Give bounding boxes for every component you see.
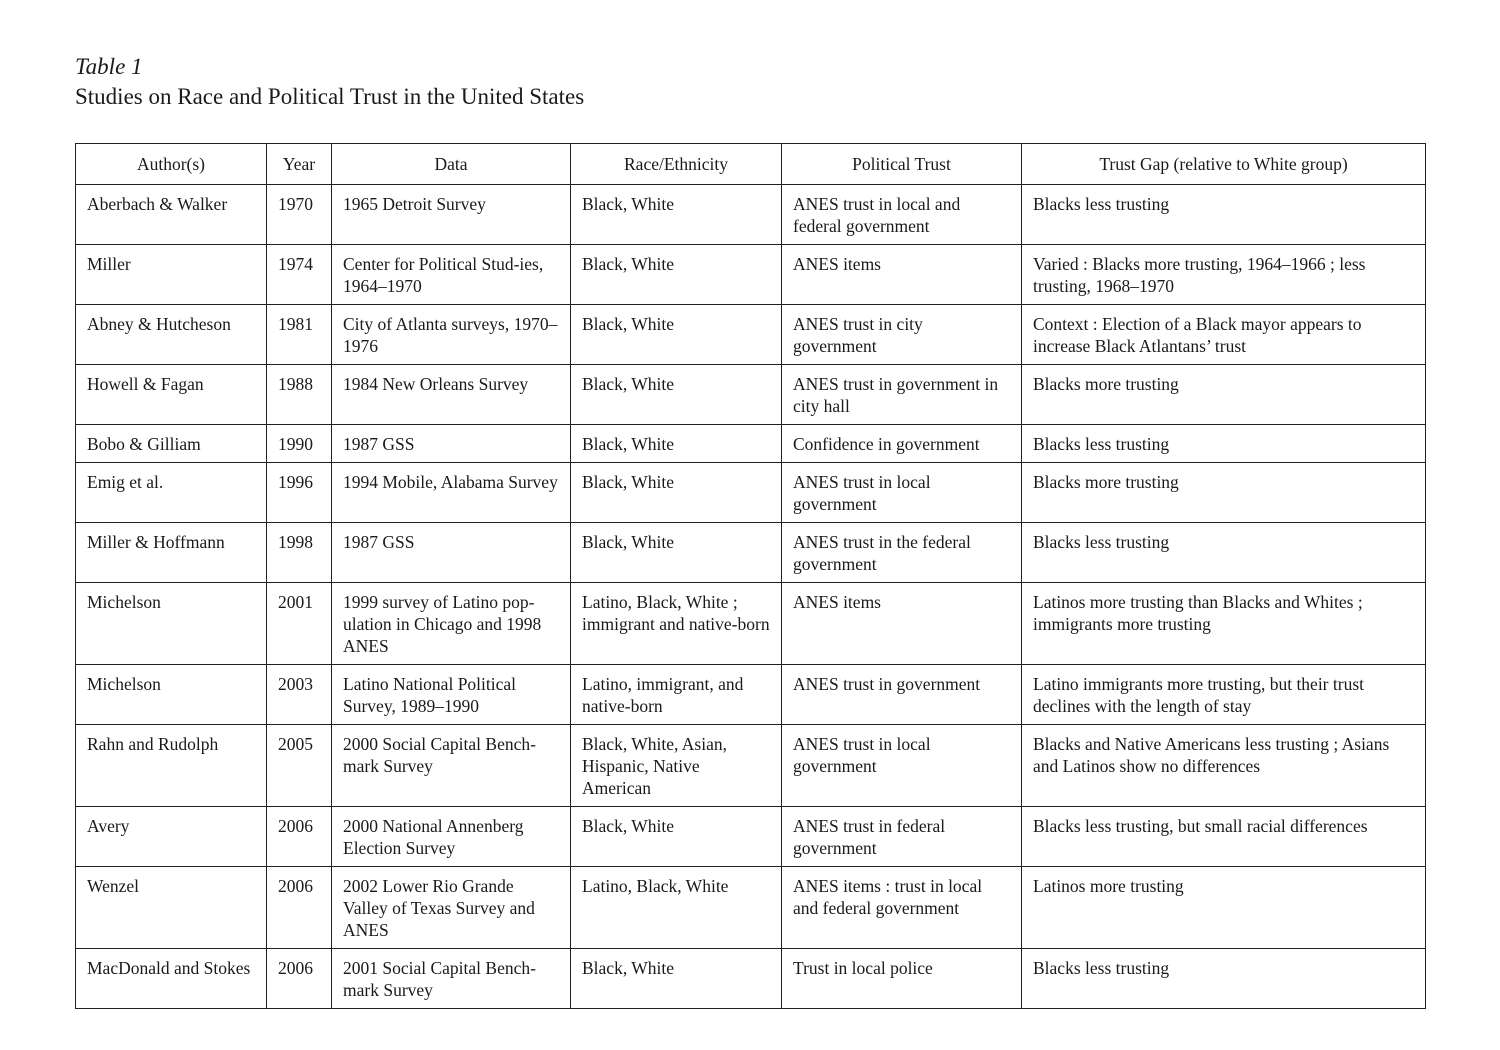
year-cell: 1988: [267, 365, 332, 425]
race-cell: Latino, Black, White ; immigrant and native-born: [571, 583, 782, 665]
table-row: [76, 245, 1426, 305]
trust-gap-cell: Varied : Blacks more trusting, 1964–1966 ; less trusting, 1968–1970: [1022, 245, 1426, 305]
trust-gap-cell: Blacks less trusting: [1022, 425, 1426, 463]
race-cell: Black, White: [571, 523, 782, 583]
race-cell: Black, White: [571, 807, 782, 867]
trust-cell: ANES trust in government in city hall: [782, 365, 1022, 425]
table-row: [76, 665, 1426, 725]
trust-cell: ANES items : trust in local and federal government: [782, 867, 1022, 949]
year-cell: 2005: [267, 725, 332, 807]
table-row: [76, 463, 1426, 523]
data-cell: 2000 Social Capital Bench-mark Survey: [332, 725, 571, 807]
header-year: Year: [267, 144, 332, 185]
data-cell: 1999 survey of Latino pop-ulation in Chicago and 1998 ANES: [332, 583, 571, 665]
year-cell: 1990: [267, 425, 332, 463]
author-cell: Emig et al.: [76, 463, 267, 523]
author-cell: MacDonald and Stokes: [76, 949, 267, 1009]
table-title: Studies on Race and Political Trust in the United States: [75, 84, 585, 109]
year-cell: 1970: [267, 185, 332, 245]
author-cell: Miller: [76, 245, 267, 305]
table-caption: [75, 52, 584, 112]
trust-cell: ANES items: [782, 583, 1022, 665]
trust-cell: ANES items: [782, 245, 1022, 305]
year-cell: 1996: [267, 463, 332, 523]
data-cell: 1987 GSS: [332, 523, 571, 583]
author-cell: Rahn and Rudolph: [76, 725, 267, 807]
race-cell: Black, White: [571, 245, 782, 305]
trust-cell: ANES trust in government: [782, 665, 1022, 725]
data-cell: Center for Political Stud-ies, 1964–1970: [332, 245, 571, 305]
table-row: [76, 949, 1426, 1009]
data-cell: 2001 Social Capital Bench-mark Survey: [332, 949, 571, 1009]
year-cell: 2003: [267, 665, 332, 725]
trust-gap-cell: Latinos more trusting: [1022, 867, 1426, 949]
data-cell: 1987 GSS: [332, 425, 571, 463]
race-cell: Black, White: [571, 463, 782, 523]
trust-cell: Confidence in government: [782, 425, 1022, 463]
trust-gap-cell: Blacks more trusting: [1022, 365, 1426, 425]
author-cell: Avery: [76, 807, 267, 867]
table-label: Table 1: [75, 54, 143, 79]
author-cell: Bobo & Gilliam: [76, 425, 267, 463]
year-cell: 1974: [267, 245, 332, 305]
data-cell: 1994 Mobile, Alabama Survey: [332, 463, 571, 523]
data-cell: 2000 National Annenberg Election Survey: [332, 807, 571, 867]
trust-gap-cell: Blacks less trusting: [1022, 949, 1426, 1009]
data-cell: 1984 New Orleans Survey: [332, 365, 571, 425]
race-cell: Black, White: [571, 365, 782, 425]
year-cell: 1998: [267, 523, 332, 583]
table-row: [76, 725, 1426, 807]
author-cell: Aberbach & Walker: [76, 185, 267, 245]
trust-gap-cell: Blacks less trusting: [1022, 523, 1426, 583]
trust-gap-cell: Blacks less trusting, but small racial differences: [1022, 807, 1426, 867]
year-cell: 2001: [267, 583, 332, 665]
trust-gap-cell: Latino immigrants more trusting, but their trust declines with the length of stay: [1022, 665, 1426, 725]
race-cell: Black, White, Asian, Hispanic, Native American: [571, 725, 782, 807]
header-row: [76, 144, 1426, 185]
year-cell: 1981: [267, 305, 332, 365]
table-row: [76, 583, 1426, 665]
trust-gap-cell: Blacks more trusting: [1022, 463, 1426, 523]
author-cell: Wenzel: [76, 867, 267, 949]
author-cell: Michelson: [76, 583, 267, 665]
race-cell: Black, White: [571, 185, 782, 245]
trust-gap-cell: Blacks less trusting: [1022, 185, 1426, 245]
table-row: [76, 425, 1426, 463]
trust-cell: ANES trust in local government: [782, 463, 1022, 523]
data-cell: City of Atlanta surveys, 1970–1976: [332, 305, 571, 365]
table-row: [76, 305, 1426, 365]
year-cell: 2006: [267, 867, 332, 949]
race-cell: Latino, immigrant, and native-born: [571, 665, 782, 725]
trust-gap-cell: Latinos more trusting than Blacks and Whites ; immigrants more trusting: [1022, 583, 1426, 665]
header-race-ethnicity: Race/Ethnicity: [571, 144, 782, 185]
trust-gap-cell: Context : Election of a Black mayor appears to increase Black Atlantans’ trust: [1022, 305, 1426, 365]
race-cell: Black, White: [571, 949, 782, 1009]
table-row: [76, 867, 1426, 949]
trust-cell: Trust in local police: [782, 949, 1022, 1009]
trust-gap-cell: Blacks and Native Americans less trusting ; Asians and Latinos show no differences: [1022, 725, 1426, 807]
trust-cell: ANES trust in federal government: [782, 807, 1022, 867]
year-cell: 2006: [267, 807, 332, 867]
studies-table: [75, 143, 1426, 1009]
author-cell: Miller & Hoffmann: [76, 523, 267, 583]
year-cell: 2006: [267, 949, 332, 1009]
trust-cell: ANES trust in local and federal government: [782, 185, 1022, 245]
data-cell: 1965 Detroit Survey: [332, 185, 571, 245]
header-authors: Author(s): [76, 144, 267, 185]
data-cell: Latino National Political Survey, 1989–1990: [332, 665, 571, 725]
header-data: Data: [332, 144, 571, 185]
race-cell: Black, White: [571, 425, 782, 463]
table-row: [76, 807, 1426, 867]
data-cell: 2002 Lower Rio Grande Valley of Texas Survey and ANES: [332, 867, 571, 949]
trust-cell: ANES trust in city government: [782, 305, 1022, 365]
header-political-trust: Political Trust: [782, 144, 1022, 185]
header-trust-gap: Trust Gap (relative to White group): [1022, 144, 1426, 185]
table-row: [76, 365, 1426, 425]
author-cell: Howell & Fagan: [76, 365, 267, 425]
author-cell: Michelson: [76, 665, 267, 725]
trust-cell: ANES trust in local government: [782, 725, 1022, 807]
table-row: [76, 523, 1426, 583]
author-cell: Abney & Hutcheson: [76, 305, 267, 365]
race-cell: Latino, Black, White: [571, 867, 782, 949]
table-row: [76, 185, 1426, 245]
trust-cell: ANES trust in the federal government: [782, 523, 1022, 583]
race-cell: Black, White: [571, 305, 782, 365]
